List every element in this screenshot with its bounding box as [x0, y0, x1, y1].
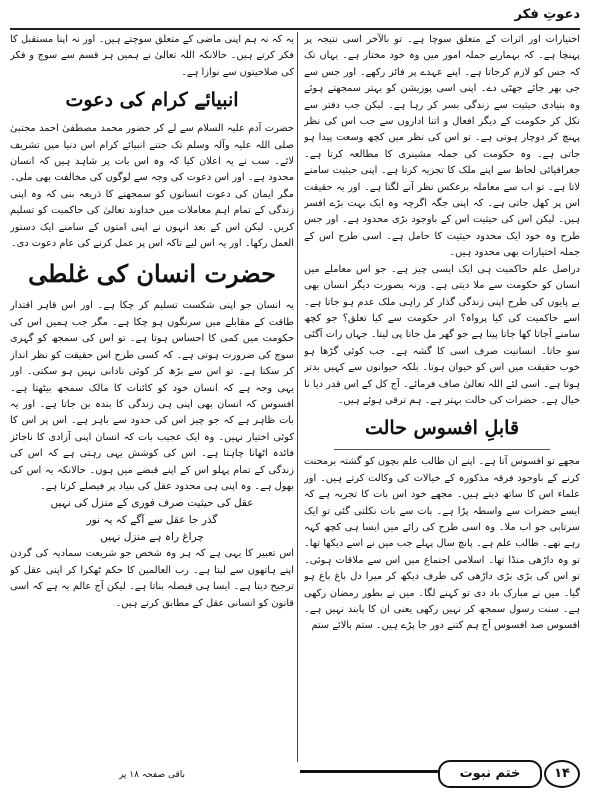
heading-insan-ki-ghalti: حضرت انسان کی غلطی [28, 259, 276, 289]
header-title: دعوتِ فکر [514, 7, 580, 22]
left-paragraph-3: اس تعبیر کا یہی ہے کہ ہر وہ شخص جو شریعت سمادیہ کی گردن اپنے ہاتھوں سے لیتا ہے۔ رب العالمین کا حکم ٹھکرا کر اپنی عقل کو ترجیح دیتا ہے۔ ایسا ہی فیصلہ بناتا ہے۔ لیکن آج عالم یہ ہے کہ اسی قانون کو انسانی عقل کے مطابق کرتے ہیں۔ [10, 548, 294, 609]
right-column [304, 32, 580, 760]
column-divider [297, 32, 298, 762]
verse-line-1: عقل کی حیثیت صرف فوری کے منزل کی نہیں [50, 497, 254, 510]
footer-strip [300, 760, 580, 786]
left-intro-paragraph: یہ کہ نہ ہم اپنی ماضی کے متعلق سوچتے ہیں۔ اور نہ اپنا مستقبل کا فکر کرتے ہیں۔ حالانکہ اللہ تعالیٰ نے ہمیں ہر قسم سے سوچ و فکر کی صلاحیتوں سے نوازا ہے۔ [10, 34, 294, 78]
right-paragraph-1: اختیارات اور اثرات کے متعلق سوچا ہے۔ تو بالآخر اسی نتیجہ پر پہنچا ہے۔ کہ بہماریے جملہ امور میں وہ خود مختار ہے۔ یہاں تک کہ جس کو لازم کرجاتا ہے۔ اپنے عہدے پر فائز رکھے۔ اور جس سے جی بھر جائے جھٹی دے۔ اپنی اسی پوزیشن کو بہتر سمجھتے ہوئے وہ بنیادی حیثیت سے زندگی بسر کر رہا ہے۔ لیکن جب دفتر سے نکل کر حکومت کے دیگر افعال و اتنا اداروں سے جب اس کی نظر پہنچ کر دوچار ہوتی ہے۔ تو اس کی نظر میں کچھ وسعت پیدا ہو جاتی ہے۔ وہ حکومت کی جملہ مشینری کا مطالعہ کرتا ہے۔ جغرافیائی لحاظ سے اپنے ملک کا تجزیہ کرتا ہے۔ اپنی حیثیت سامنے لاتا ہے۔ تو اب سے معاملہ برعکس نظر آنے لگتا ہے۔ اور یہ حقیقت اس پر کھل جاتی ہے۔ کہ اپنی جگہ اگرچہ وہ ایک بہت بڑے افسر ہیں۔ لیکن اس کی حیثیت اس کے باوجود بڑی محدود ہے۔ اور جس طرح وہ خود ایک محدود حیثیت کا حامل ہے۔ اسی طرح اس کے جملہ اختیارات بھی محدود ہیں۔ [304, 34, 580, 259]
heading-anbiya-ki-dawat: انبیائے کرام کی دعوت [65, 89, 239, 112]
left-paragraph-2: یہ انسان جو اپنی شکست تسلیم کر چکا ہے۔ اور اس قاہر اقتدار طاقت کے مقابلے میں سرنگوں ہو چکا ہے۔ مگر جب ہمیں اس کی حکومت میں کمی کا احساس ہوتا ہے۔ تو اس کی سمجھ کو گہری سوچ کی ضرورت ہوتی ہے۔ کہ کسی طرح اس حقیقت کو نظر انداز کر سکتا ہے۔ تو اس سے بڑھ کر کوئی نادانی نہیں ہو سکتی۔ اور یہی وجہ ہے کہ انسان خود کو کائنات کا مالک سمجھ بیٹھتا ہے۔ افسوس کہ انسان بھی اپنی ہی زندگی کا بندہ بن جاتا ہے۔ اور یہ بات ظاہر ہے کہ جو چیز اس کی حدود سے باہر ہے۔ اس پر اس کا کوئی اختیار نہیں۔ وہ ایک عجیب بات کہ انسان اپنی آزادی کا ناجائز فائدہ اٹھانا چاہتا ہے۔ اس کی کوشش یہی رہتی ہے کہ اس کی زندگی کے تمام پہلو اس کے اپنے قبضے میں ہوں۔ حالانکہ یہ اس کی بھول ہے۔ وہ اپنی ہی محدود عقل کی بنیاد پر فیصلے کرتا ہے۔ [10, 300, 294, 492]
header-rule [10, 28, 580, 30]
left-paragraph-1: حضرت آدم علیہ السلام سے لے کر حضور محمد مصطفیٰ احمد مجتبیٰ صلی اللہ علیہ وآلہ وسلم تک جتنے انبیائے کرام اس دنیا میں تشریف لائے۔ سب نے یہ اعلان کیا کہ وہ اس بات پر شاہد ہیں کہ انسان محدود ہے۔ اور اس دعوت کی وجہ سے لوگوں کی مخالفت بھی ملی۔ مگر ایمان کی دعوت انسانوں کو سمجھنے کا ذریعہ بنی کہ وہ اپنی زندگی کے تمام اہم معاملات میں خداوند تعالیٰ کی حاکمیت کو تسلیم کریں۔ لیکن اس کے بعد انہوں نے اپنی امتوں کے سامنے ایک دستور العمل رکھا۔ اور یہ اس لیے تاکہ اس پر عمل کرنے کی عام دعوت دی۔ [10, 123, 294, 250]
heading-underline [334, 449, 550, 450]
left-column [10, 32, 294, 760]
right-paragraph-2: دراصل علم حاکمیت ہی ایک ایسی چیز ہے۔ جو اس معاملے میں انسان کو حکومت سے ملا دیتی ہے۔ ورنہ بصورت دیگر انسان بھی بے پایوں کی طرح اپنی زندگی گذار کر راہی ملک عدم ہو جاتا ہے۔ اسے حاکمیت کی کیا پرواہ؟ ادر حکومت سے کیا تعلق؟ جو کچھ سامنے آجاتا کھا جاتا پیتا ہے جو گھر مل جاتا پی لیتا۔ جہاں رات آگئی سو جاتا۔ انسانیت صرف اسی کا گشہ ہے۔ جب کوئی گڑھا ہو خوب حقیقت میں اس کو حیوان ہوتا۔ بلکہ حیوانوں سے کہیں بدتر ہوتا ہے۔ اسی لئے اللہ تعالیٰ صاف فرمائے۔ آج کل کے اس قدر دیا نا خیال ہے۔ حضرات کی حالت بہتر ہے۔ ہم ترقی ہوئے ہیں۔ [304, 263, 580, 406]
khatm-e-nabuwat-badge: ختم نبوت [438, 760, 542, 788]
page-number: ۱۴ [544, 760, 580, 788]
verse-line-2: گذر جا عقل سے آگے کہ یہ نور [86, 514, 218, 527]
right-paragraph-3: مجھے تو افسوس آتا ہے۔ اپنے ان طالب علم بچوں کو گشتہ برمحنت کرنے کے باوجود فرقہ مذکورہ کے خیالات کی وکالت کرتے ہیں۔ اور علماء اس کا ساتھ دیتے ہیں۔ مجھے خود اس بات کا تجربہ ہے کہ ایسے حضرات سے واسطہ پڑا ہے۔ بات سے بات نکلتی گئی تو ایک سرتابی جو اب ملا۔ وہ اسی طرح کی رائے میں ایسا ہی کچھ کہہ رہے تھے۔ طالب علم ہے۔ پانچ سال پہلے جب میں نے اسے دیکھا تھا۔ تو وہ داڑھی منڈا تھا۔ اسلامی اجتماع میں اس سے ملاقات ہوئی۔ تو اس کی بڑی بڑی داڑھی کی طرف دیکھ کر میرا دل باغ باغ ہو گیا۔ میں نے مبارک باد دی تو کہنے لگا۔ میں نے بطور رمضان رکھی ہے۔ سنت رسول سمجھ کر نہیں رکھی یعنی ان کا پابند نہیں ہے۔ افسوس صد افسوس آج ہم کتنے دور جا پڑے ہیں۔ ستم بالائے ستم [304, 456, 580, 632]
page-header [10, 4, 580, 28]
continued-note: باقی صفحہ ۱۸ پر [118, 770, 186, 780]
verse-line-3: چراغ راہ ہے منزل نہیں [100, 531, 204, 544]
section-heading-qabil-e-afsos: قابلِ افسوس حالت [364, 417, 520, 440]
